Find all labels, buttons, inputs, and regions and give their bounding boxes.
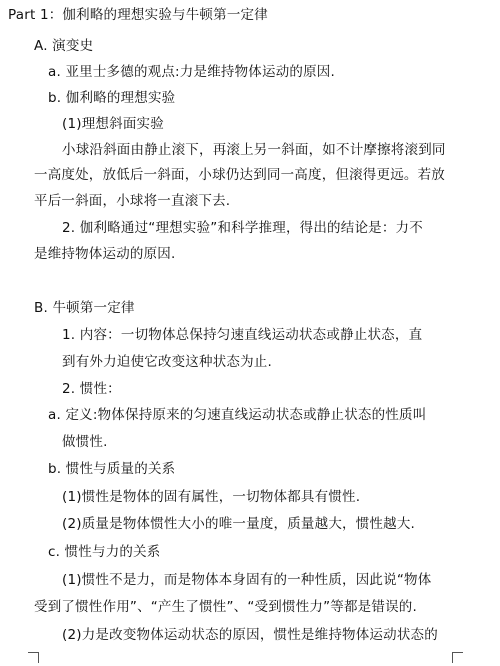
list-item: (2)力是改变物体运动状态的原因，惯性是维持物体运动状态的	[62, 627, 438, 643]
section-b-item-1: 1. 内容：一切物体总保持匀速直线运动状态或静止状态，直	[62, 327, 423, 343]
section-b-item-1-cont: 到有外力迫使它改变这种状态为止.	[62, 354, 272, 370]
list-item-cont: 受到了惯性作用”、“产生了惯性”、“受到惯性力”等都是错误的.	[34, 599, 417, 615]
page-corner-mark	[28, 652, 39, 663]
section-a-heading: A. 演变史	[34, 38, 94, 54]
page-corner-mark	[452, 652, 463, 663]
definition-line-cont: 做惯性.	[62, 434, 108, 450]
inertia-force-heading: c. 惯性与力的关系	[48, 544, 161, 560]
list-item: (2)质量是物体惯性大小的唯一量度，质量越大，惯性越大.	[62, 516, 416, 532]
paragraph-line: 平后一斜面，小球将一直滚下去.	[34, 193, 231, 209]
list-item: (1)惯性是物体的固有属性，一切物体都具有惯性.	[62, 489, 361, 505]
definition-line: a. 定义:物体保持原来的匀速直线运动状态或静止状态的性质叫	[48, 407, 427, 423]
paragraph-line: 小球沿斜面由静止滚下，再滚上另一斜面，如不计摩擦将滚到同	[62, 142, 446, 158]
list-item: (1)惯性不是力，而是物体本身固有的一种性质，因此说“物体	[62, 572, 432, 588]
paragraph-line: 2. 伽利略通过“理想实验”和科学推理，得出的结论是：力不	[62, 220, 423, 236]
section-a-item-b: b. 伽利略的理想实验	[48, 90, 176, 106]
document-title: Part 1：伽利略的理想实验与牛顿第一定律	[8, 7, 268, 23]
paragraph-line: 一高度处，放低后一斜面，小球仍达到同一高度，但滚得更远。若放	[34, 167, 445, 183]
section-b-heading: B. 牛顿第一定律	[34, 300, 135, 316]
section-a-item-a: a. 亚里士多德的观点:力是维持物体运动的原因.	[48, 64, 335, 80]
paragraph-line: 是维持物体运动的原因.	[34, 246, 176, 262]
inertia-mass-heading: b. 惯性与质量的关系	[48, 461, 176, 477]
section-b-item-2: 2. 惯性：	[62, 381, 121, 397]
section-a-subheading-1: (1)理想斜面实验	[62, 116, 164, 132]
